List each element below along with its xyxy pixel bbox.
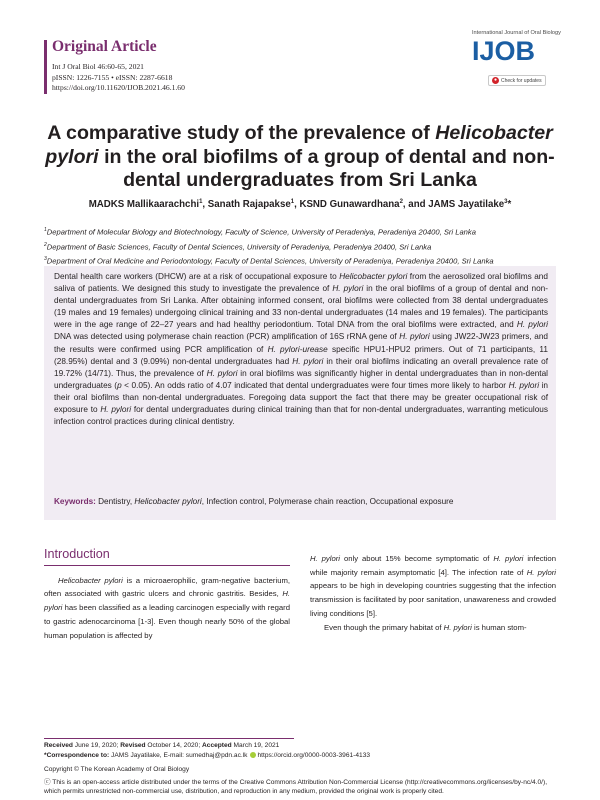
keywords-label: Keywords:: [54, 497, 96, 506]
article-type: Original Article: [52, 38, 157, 55]
author-list: MADKS Mallikaarachchi$^1$, Sanath Rajapakse$^1$, KSND Gunawardhana$^2$, and JAMS Jayatilake$^3$*: [88, 199, 512, 211]
journal-logo: IJOB: [472, 36, 536, 66]
footer-rule: [44, 738, 294, 739]
orcid-link[interactable]: https://orcid.org/0000-0003-3961-4133: [257, 751, 371, 759]
affiliation-item: $^2$Department of Basic Sciences, Faculty of Dental Sciences, University of Peradeniya, Peradeniya 20400, Sri Lanka: [44, 241, 432, 252]
dates-line: Received June 19, 2020; Revised October 14, 2020; Accepted March 19, 2021: [44, 742, 280, 749]
journal-name: International Journal of Oral Biology: [472, 30, 561, 36]
abstract-text: Dental health care workers (DHCW) are at a risk of occupational exposure to Helicobacter pylori from the aerosolized oral biofilms and saliva of patients. We designed this study to investigate the prevalence of H. pylori in the oral biofilms of a group of dental and non-dental undergraduates from Sri Lanka. After obtaining informed consent, oral biofilms were collected from 38 dental undergraduates (19 males and 19 females) undergoing clinical training and 33 non-dental undergraduates (14 males and 19 females). The participants were in the age range of 22–27 years and had healthy periodontium. Total DNA from the oral biofilms were extracted, and H. pylori DNA was detected using polymerase chain reaction (PCR) amplification of 16S rRNA gene of H. pylori using JW22-JW23 primers, and the results were confirmed using PCR amplification of H. pylori-urease specific HPU1-HPU2 primers. Out of 71 participants, 11 (28.95%) dental and 3 (9.09%) non-dental undergraduates had H. pylori in their oral biofilms indicating an overall prevalence rate of 19.72% (14/71). Thus, the prevalence of H. pylori in oral biofilms was significantly higher in dental undergraduates than in non-dental undergraduates (p < 0.05). An odds ratio of 4.07 indicated that dental undergraduates were four times more likely to harbor H. pylori in their oral biofilms than non-dental undergraduates. Foregoing data support the fact that there may be greater occupational risk of exposure to H. pylori for dental undergraduates during clinical training than that for non-dental undergraduates, warranting meticulous infection control practices during clinical dentistry.: [54, 272, 549, 427]
footer: [44, 741, 564, 797]
citation-journal: Int J Oral Biol 46:60-65, 2021: [52, 62, 144, 71]
check-updates-icon: ●: [493, 77, 498, 83]
affiliation-item: $^3$Department of Oral Medicine and Periodontology, Faculty of Dental Sciences, University of Peradeniya, Peradeniya 20400, Sri Lanka: [44, 256, 494, 266]
section-rule: [44, 565, 290, 566]
orcid-icon: [250, 752, 256, 758]
author-name: KSND Gunawardhana: [299, 199, 400, 211]
affiliation-item: $^1$Department of Molecular Biology and Biotechnology, Faculty of Science, University of Peradeniya, Peradeniya 20400, Sri Lanka: [44, 227, 476, 237]
body-column-left: [44, 548, 290, 642]
intro-paragraph: Helicobacter pylori is a microaerophilic, gram-negative bacterium, often associated with gastric ulcers and chronic gastritis. Besides, H. pylori has been classified as a leading carcinogen especially with regard to gastric adenocarcinoma [1-3]. Even though nearly 50% of the global human population is affected by: [44, 575, 291, 640]
article-title: A comparative study of the prevalence of Helicobacter pylori in the oral biofilms of a group of dental and non-dental undergraduates from Sri Lanka: [45, 122, 555, 191]
citation-block: [52, 62, 185, 94]
journal-logo-block: [472, 30, 572, 84]
author-name: JAMS Jayatilake: [428, 199, 505, 211]
check-updates-badge[interactable]: [488, 75, 546, 86]
body-column-right: [310, 552, 556, 634]
header-accent-bar: [44, 40, 47, 94]
citation-doi[interactable]: https://doi.org/10.11620/IJOB.2021.46.1.60: [52, 83, 185, 92]
copyright: Copyright © The Korean Academy of Oral Biology: [44, 766, 190, 773]
intro-paragraph-2: Even though the primary habitat of H. pylori is human stom-: [324, 622, 527, 632]
check-updates-label: Check for updates: [501, 77, 542, 84]
intro-paragraph-continued: H. pylori only about 15% become symptomatic of H. pylori infection while majority remain asymptomatic [4]. The infection rate of H. pylori appears to be high in developing countries suggesting that the infection transmission is facilitated by poor sanitation, unawareness and crowded living conditions [5].: [310, 554, 556, 618]
section-heading-introduction: Introduction: [44, 547, 110, 561]
affiliation-list: [44, 224, 564, 268]
citation-issn: pISSN: 1226-7155 • eISSN: 2287-6618: [52, 72, 173, 82]
author-name: Sanath Rajapakse: [207, 199, 291, 211]
keywords: Keywords: Dentistry, Helicobacter pylori, Infection control, Polymerase chain reaction, Occupational exposure: [54, 497, 454, 506]
correspondence-line: *Correspondence to: JAMS Jayatilake, E-mail: sumedhaj@pdn.ac.lk https://orcid.org/0000-0003-3961-4133: [44, 751, 371, 759]
author-name: MADKS Mallikaarachchi: [88, 199, 200, 211]
license-text: ⓒ This is an open-access article distributed under the terms of the Creative Commons Attribution Non-Commercial License (http://creativecommons.org/licenses/by-nc/4.0/), which permits unrestricted non-commercial use, distribution, and reproduction in any medium, provided the original work is properly cited.: [44, 778, 548, 795]
